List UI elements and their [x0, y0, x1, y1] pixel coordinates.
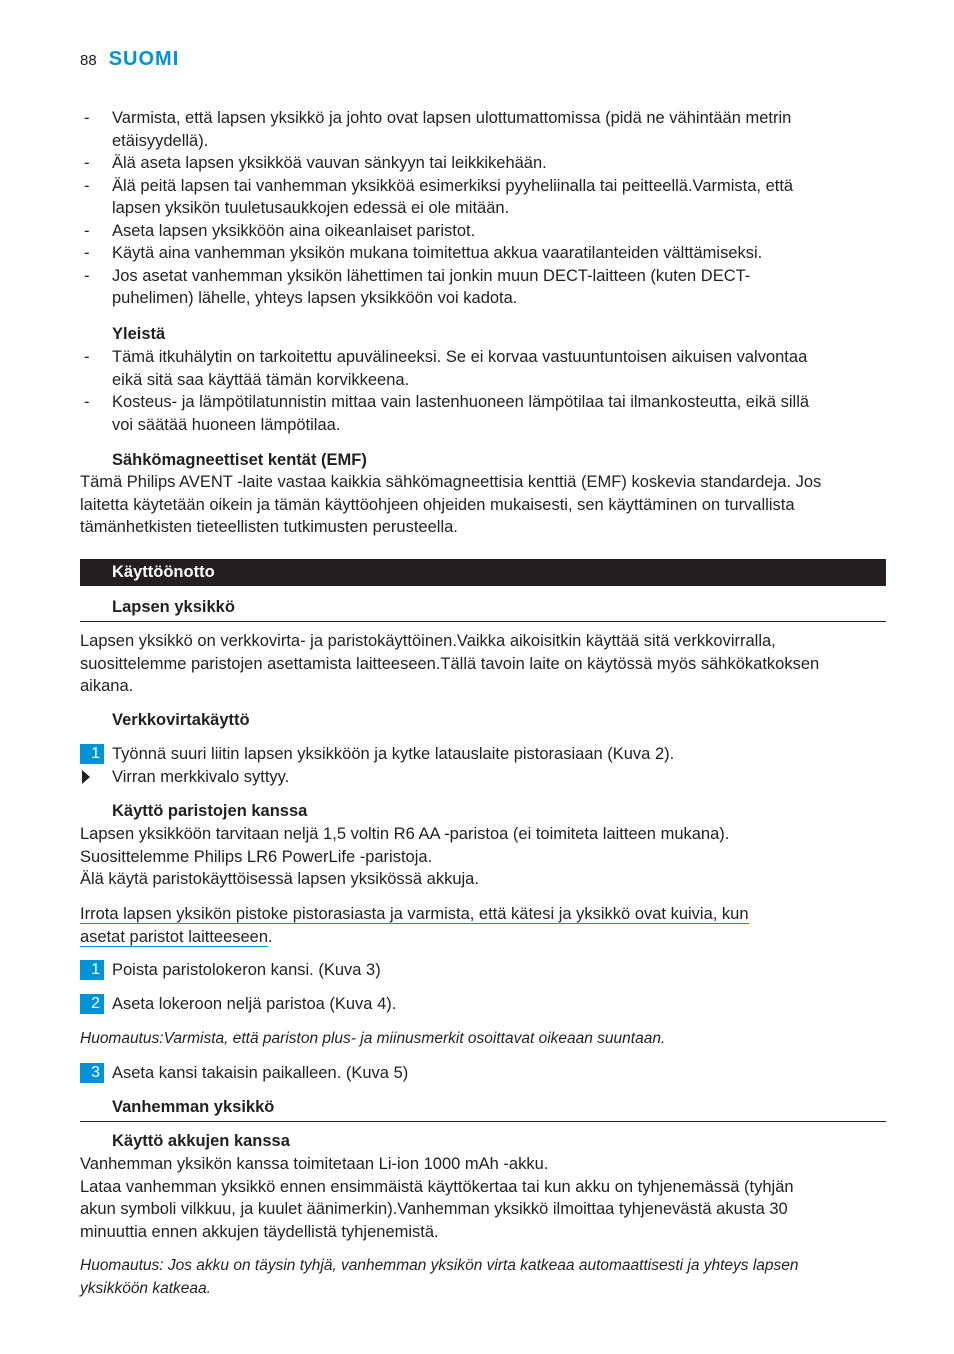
safety-bullets — [80, 107, 886, 310]
paragraph-line: Älä käytä paristokäyttöisessä lapsen yksikössä akkuja. — [80, 870, 479, 888]
paragraph-line: suosittelemme paristojen asettamista laitteeseen.Tällä tavoin laite on käytössä myös sähkökatkoksen — [80, 654, 820, 673]
paragraph-line: akun symboli vilkkuu, ja kuulet äänimerkin).Vanhemman yksikkö ilmoittaa tyhjenevästä akusta 30 — [80, 1200, 788, 1218]
paragraph-line: tämänhetkisten tieteellisten tutkimusten perusteella. — [80, 518, 458, 536]
bullet-item: - Käytä aina vanhemman yksikön mukana toimitettua akkua vaaratilanteiden välttämiseksi. — [80, 242, 886, 265]
step-number-badge: 1 — [80, 744, 104, 764]
step-item — [80, 959, 918, 982]
step-text: Aseta lokeroon neljä paristoa (Kuva 4). — [112, 995, 397, 1013]
step-text: Aseta kansi takaisin paikalleen. (Kuva 5) — [112, 1064, 409, 1082]
bullet-line: voi säätää huoneen lämpötilaa. — [112, 415, 341, 434]
result-text: Virran merkkivalo syttyy. — [112, 768, 290, 786]
paragraph-line: laitetta käytetään oikein ja tämän käyttöohjeen ohjeiden mukaisesti, sen käyttäminen on turvallista — [80, 495, 795, 514]
emf-paragraph — [80, 471, 886, 539]
step-number-badge: 1 — [80, 960, 104, 980]
bullet-line: etäisyydellä). — [112, 131, 209, 150]
bullet-line: Jos asetat vanhemman yksikön lähettimen tai jonkin muun DECT-laitteen (kuten DECT- — [112, 266, 751, 285]
paragraph-line: Lataa vanhemman yksikkö ennen ensimmäistä käyttökertaa tai kun akku on tyhjenemässä (tyhjän — [80, 1177, 794, 1196]
step-item — [80, 1062, 918, 1085]
batteries-paragraph — [80, 823, 886, 891]
result-item — [80, 766, 918, 789]
note-line: yksikköön katkeaa. — [80, 1279, 211, 1297]
bullet-line: puhelimen) lähelle, yhteys lapsen yksikköön voi kadota. — [112, 289, 518, 307]
paragraph-line: Suosittelemme Philips LR6 PowerLife -paristoja. — [80, 847, 433, 866]
paragraph-line: Lapsen yksikköön tarvitaan neljä 1,5 voltin R6 AA -paristoa (ei toimiteta laitteen mukana). — [80, 825, 730, 843]
bullet-line: Älä peitä lapsen tai vanhemman yksikköä esimerkiksi pyyheliinalla tai peitteellä.Varmista, että — [112, 176, 794, 195]
bullet-item: - Älä aseta lapsen yksikköä vauvan sänkyyn tai leikkikehään. — [80, 152, 886, 175]
bullet-line: Käytä aina vanhemman yksikön mukana toimitettua akkua vaaratilanteiden välttämiseksi. — [112, 244, 763, 262]
rechargeable-heading: Käyttö akkujen kanssa — [112, 1132, 290, 1150]
bullet-line: Aseta lapsen yksikköön aina oikeanlaiset paristot. — [112, 221, 476, 240]
bullet-line: Älä aseta lapsen yksikköä vauvan sänkyyn tai leikkikehään. — [112, 154, 547, 172]
bullet-item: - Kosteus- ja lämpötilatunnistin mittaa vain lastenhuoneen lämpötilaa tai ilmankosteutta, eikä sillä voi säätää huoneen lämpötilaa. — [80, 391, 886, 436]
baby-unit-heading: Lapsen yksikkö — [80, 596, 886, 622]
bullet-line: Kosteus- ja lämpötilatunnistin mittaa vain lastenhuoneen lämpötilaa tai ilmankosteutta, eikä sillä — [112, 393, 810, 411]
paragraph-line: Tämä Philips AVENT -laite vastaa kaikkia sähkömagneettisia kenttiä (EMF) koskevia standardeja. Jos — [80, 473, 822, 491]
paragraph-line: aikana. — [80, 677, 134, 695]
general-heading: Yleistä — [112, 325, 166, 343]
bullet-line: Varmista, että lapsen yksikkö ja johto ovat lapsen ulottumattomissa (pidä ne vähintään metrin — [112, 109, 792, 127]
step-item — [80, 993, 918, 1016]
note-line: Huomautus: Jos akku on täysin tyhjä, vanhemman yksikön virta katkeaa automaattisesti ja yhteys lapsen — [80, 1257, 799, 1274]
bullet-line: eikä sitä saa käyttää tämän korvikkeena. — [112, 370, 410, 389]
batteries-heading: Käyttö paristojen kanssa — [112, 802, 308, 820]
bullet-item: - Jos asetat vanhemman yksikön lähettimen tai jonkin muun DECT-laitteen (kuten DECT- puhelimen) lähelle, yhteys lapsen yksikköön voi kadota. — [80, 265, 886, 310]
language-label: SUOMI — [108, 48, 180, 70]
page-header — [80, 48, 179, 71]
parent-unit-paragraph — [80, 1153, 886, 1243]
baby-unit-intro — [80, 630, 886, 698]
step-text: Työnnä suuri liitin lapsen yksikköön ja kytke latauslaite pistorasiaan (Kuva 2). — [112, 745, 675, 763]
section-title-bar: Käyttöönotto — [80, 559, 886, 586]
warning-line: Irrota lapsen yksikön pistoke pistorasiasta ja varmista, että kätesi ja yksikkö ovat kuivia, kun — [80, 905, 749, 923]
parent-unit-heading: Vanhemman yksikkö — [80, 1096, 886, 1122]
bullet-line: lapsen yksikön tuuletusaukkojen edessä ei ole mitään. — [112, 199, 510, 217]
result-arrow-icon — [82, 770, 90, 784]
page-number: 88 — [80, 52, 97, 69]
step-number-badge: 2 — [80, 994, 104, 1014]
step-text: Poista paristolokeron kansi. (Kuva 3) — [112, 961, 381, 979]
paragraph-line: Vanhemman yksikön kanssa toimitetaan Li-ion 1000 mAh -akku. — [80, 1155, 549, 1173]
step-number-badge: 3 — [80, 1063, 104, 1083]
warning-line: asetat paristot laitteeseen — [80, 928, 269, 946]
paragraph-line: Lapsen yksikkö on verkkovirta- ja paristokäyttöinen.Vaikka aikoisitkin käyttää sitä verkkovirralla, — [80, 632, 776, 650]
bullet-item: - Varmista, että lapsen yksikkö ja johto ovat lapsen ulottumattomissa (pidä ne vähintään metrin etäisyydellä). — [80, 107, 886, 152]
battery-note: Huomautus:Varmista, että pariston plus- ja miinusmerkit osoittavat oikeaan suuntaan. — [80, 1030, 666, 1047]
mains-heading: Verkkovirtakäyttö — [112, 711, 250, 729]
warning-period: . — [268, 928, 273, 946]
emf-heading: Sähkömagneettiset kentät (EMF) — [112, 451, 367, 469]
bullet-line: Tämä itkuhälytin on tarkoitettu apuvälineeksi. Se ei korvaa vastuuntuntoisen aikuisen valvontaa — [112, 348, 808, 366]
paragraph-line: minuuttia ennen akkujen täydellistä tyhjenemistä. — [80, 1222, 439, 1241]
warning-block — [80, 903, 886, 949]
general-bullets — [80, 346, 886, 436]
bullet-item: - Aseta lapsen yksikköön aina oikeanlaiset paristot. — [80, 220, 886, 243]
parent-unit-note — [80, 1255, 900, 1300]
step-item — [80, 743, 918, 766]
bullet-item: - Tämä itkuhälytin on tarkoitettu apuvälineeksi. Se ei korvaa vastuuntuntoisen aikuisen valvontaa eikä sitä saa käyttää tämän korvikkeena. — [80, 346, 886, 391]
bullet-item: - Älä peitä lapsen tai vanhemman yksikköä esimerkiksi pyyheliinalla tai peitteellä.Varmista, että lapsen yksikön tuuletusaukkojen edessä ei ole mitään. — [80, 175, 886, 220]
